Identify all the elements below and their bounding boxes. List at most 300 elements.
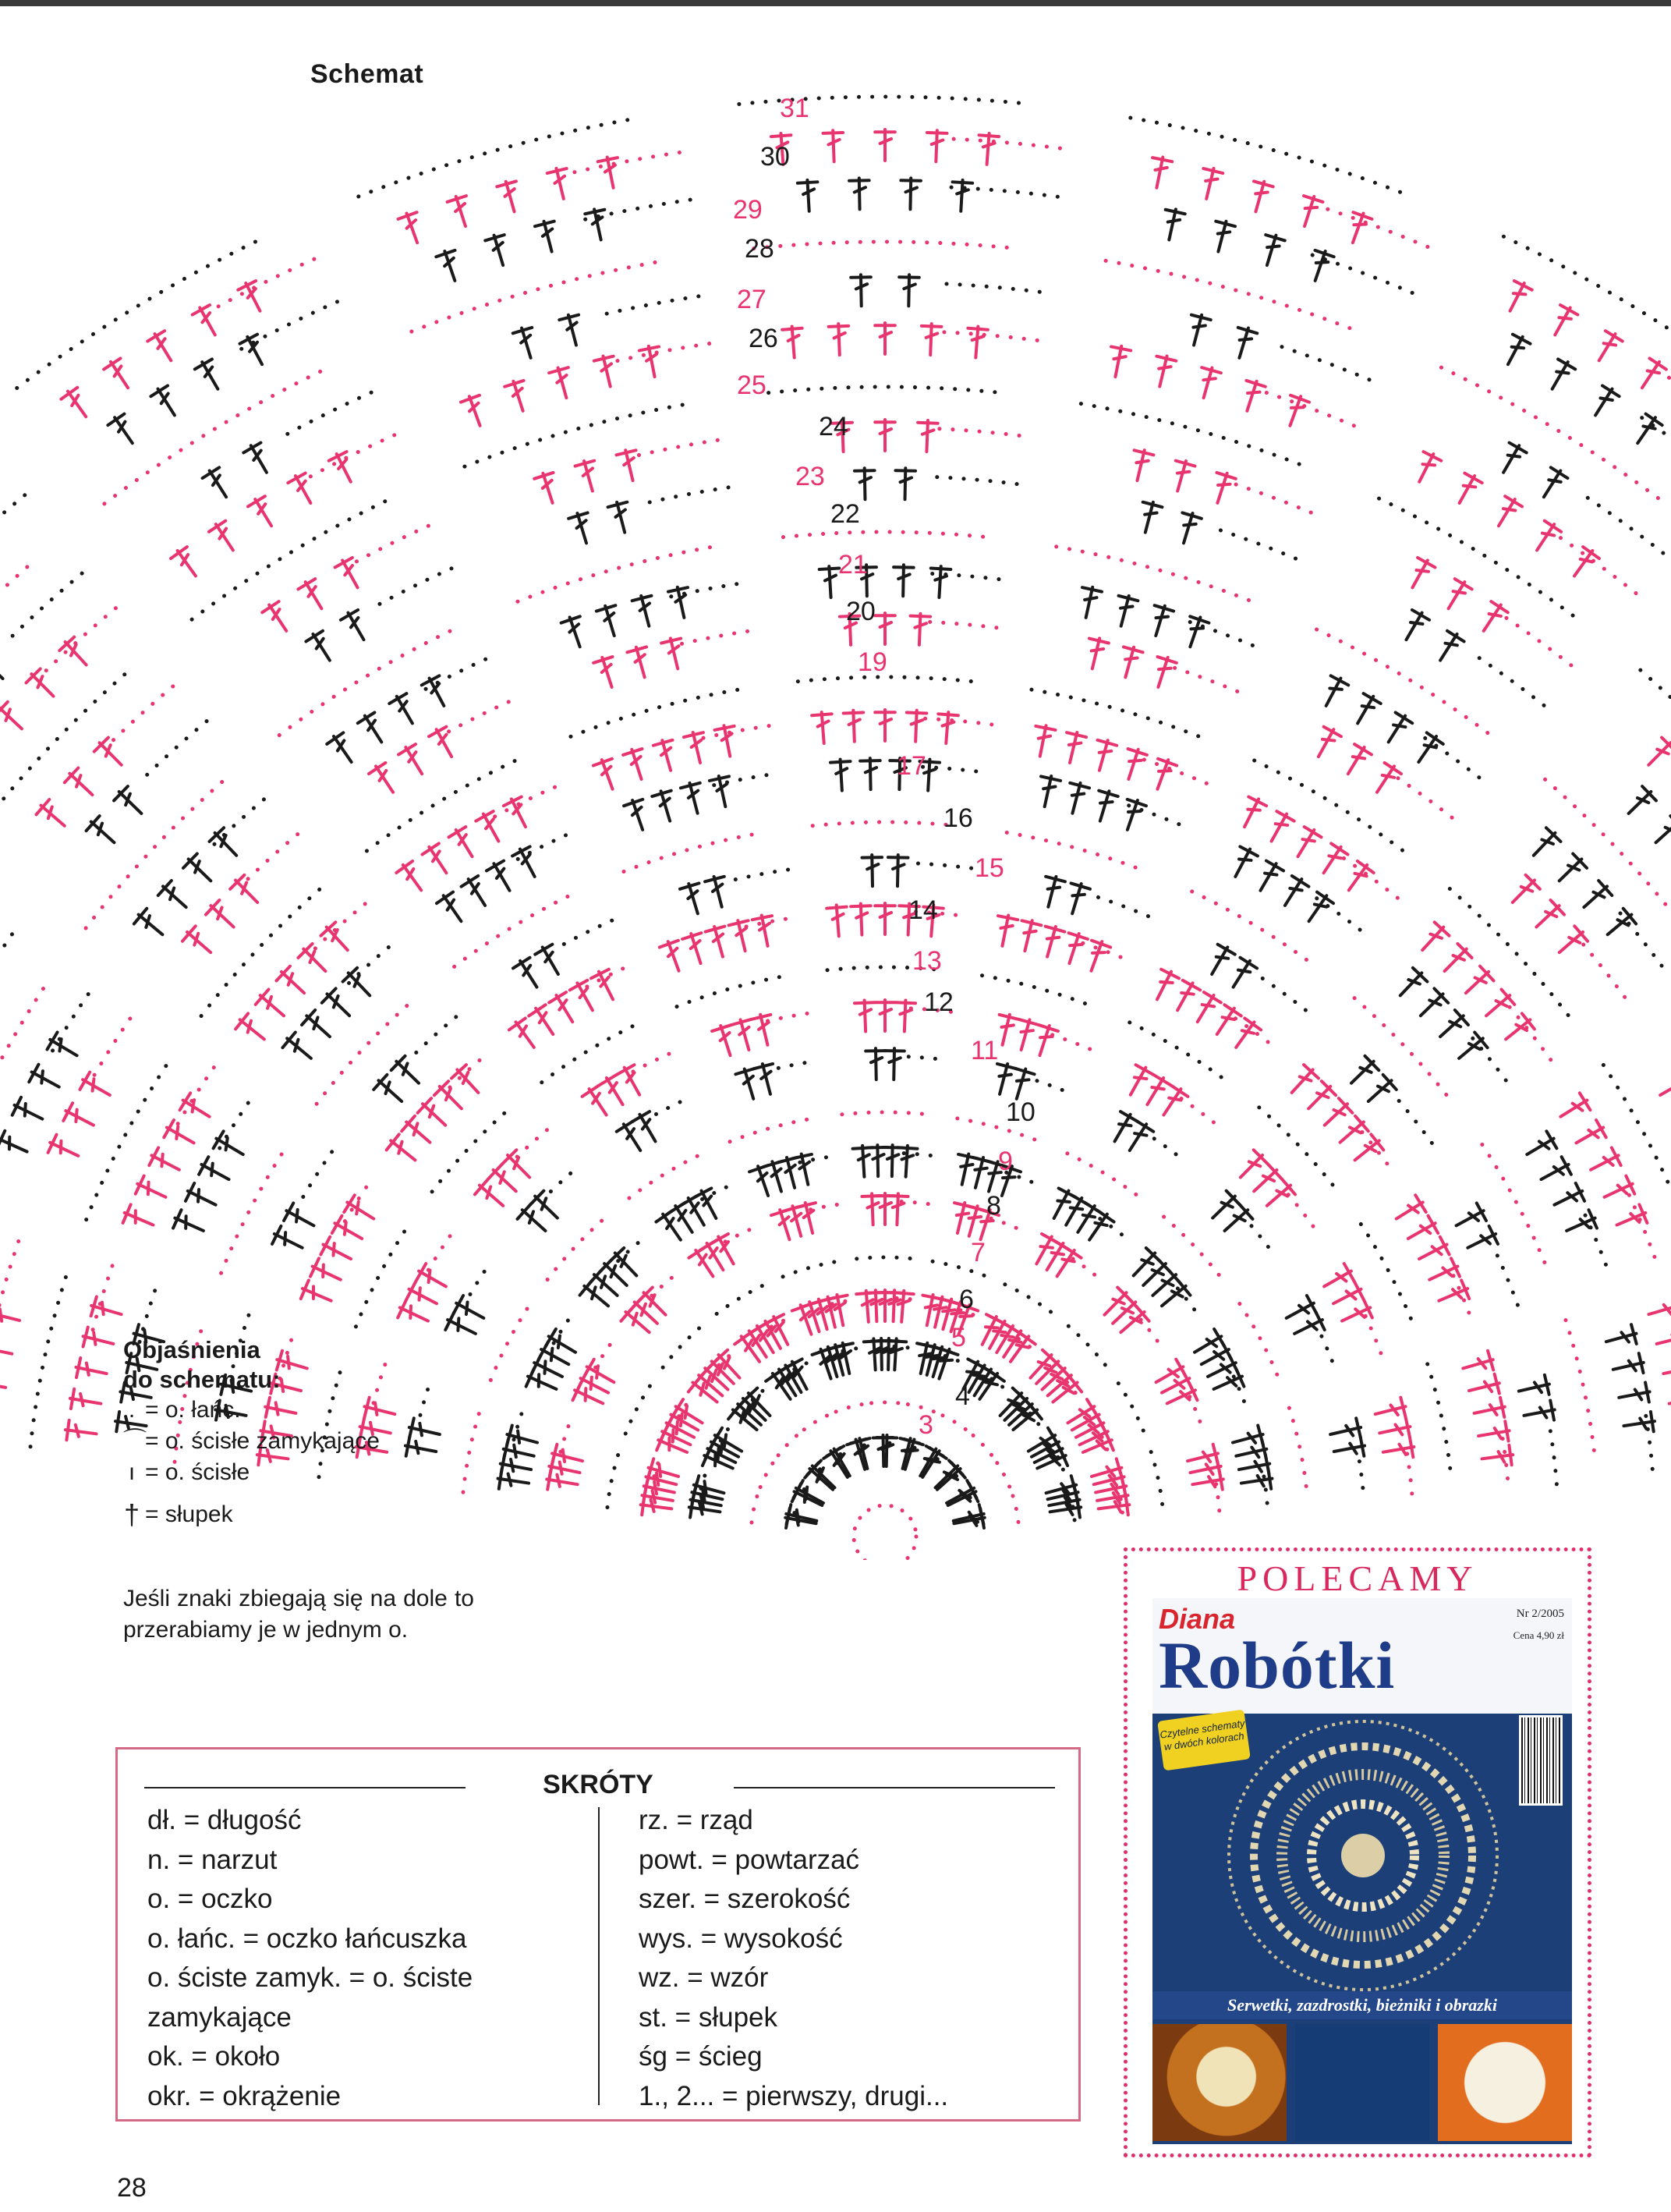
double-crochet-stitch	[1225, 955, 1259, 992]
double-crochet-stitch	[1119, 746, 1148, 782]
chain-arc	[1545, 779, 1671, 928]
chain-arc	[1251, 1226, 1276, 1257]
double-crochet-stitch	[193, 357, 226, 394]
double-crochet-symbol-icon: †	[123, 1498, 140, 1530]
abbreviations-box	[115, 1747, 1081, 2122]
double-crochet-stitch	[1522, 1130, 1559, 1163]
chain-arc	[1503, 236, 1671, 388]
double-crochet-stitch	[875, 903, 895, 934]
double-crochet-stitch	[1060, 931, 1089, 966]
double-crochet-stitch	[61, 1102, 97, 1134]
magazine-ad	[1124, 1547, 1591, 2157]
row-number-23: 23	[795, 462, 825, 491]
double-crochet-stitch	[1571, 1118, 1608, 1151]
double-crochet-stitch	[659, 938, 689, 974]
legend	[123, 1335, 482, 1530]
double-crochet-stitch	[1251, 859, 1284, 895]
chain-arc	[944, 332, 1043, 341]
chain-arc	[1344, 858, 1397, 898]
row-number-22: 22	[830, 499, 860, 529]
chain-arc	[551, 1165, 580, 1192]
chain-arc	[564, 920, 613, 944]
thumbnail-photo	[1152, 2024, 1287, 2141]
double-crochet-stitch	[512, 845, 543, 881]
double-crochet-stitch	[512, 325, 540, 361]
chain-arc	[1379, 498, 1578, 619]
double-crochet-stitch	[1310, 725, 1343, 761]
double-crochet-stitch	[576, 1370, 613, 1402]
double-crochet-stitch	[942, 1480, 979, 1512]
double-crochet-stitch	[568, 510, 596, 546]
double-crochet-stitch	[27, 1063, 63, 1096]
chain-arc	[356, 522, 438, 562]
chain-arc	[220, 1095, 254, 1148]
chain-arc	[725, 1229, 750, 1241]
double-crochet-stitch	[1007, 1066, 1035, 1102]
double-crochet-stitch	[58, 635, 94, 672]
chain-arc	[997, 1463, 1010, 1487]
double-crochet-stitch	[1149, 654, 1177, 690]
chain-arc	[1620, 913, 1669, 976]
chain-arc	[1081, 404, 1305, 467]
chain-arc	[1098, 897, 1149, 916]
double-crochet-stitch	[1332, 1436, 1366, 1462]
double-crochet-stitch	[849, 178, 869, 209]
double-crochet-stitch	[60, 385, 94, 422]
double-crochet-stitch	[460, 393, 490, 429]
double-crochet-stitch	[372, 1073, 409, 1109]
chain-arc	[221, 1144, 289, 1273]
double-crochet-stitch	[1168, 459, 1195, 494]
double-crochet-stitch	[667, 585, 694, 620]
double-crochet-stitch	[1015, 918, 1042, 953]
double-crochet-stitch	[427, 725, 460, 761]
double-crochet-stitch	[1604, 1324, 1639, 1351]
double-crochet-stitch	[534, 219, 561, 254]
chain-arc	[596, 1345, 611, 1368]
double-crochet-stitch	[705, 924, 732, 959]
chain-arc	[1566, 1320, 1595, 1462]
double-crochet-stitch	[1495, 441, 1528, 477]
double-crochet-stitch	[752, 1062, 780, 1097]
double-crochet-stitch	[69, 1388, 103, 1413]
double-crochet-stitch	[1194, 365, 1221, 400]
chain-symbol-icon: .	[128, 1397, 136, 1423]
row-number-14: 14	[908, 895, 938, 925]
centre-chain-ring	[854, 1505, 916, 1568]
double-crochet-stitch	[1150, 354, 1177, 389]
row-number-4: 4	[955, 1381, 970, 1411]
double-crochet-stitch	[926, 130, 947, 162]
double-crochet-stitch	[45, 1031, 82, 1064]
double-crochet-stitch	[875, 710, 895, 741]
double-crochet-stitch	[484, 232, 512, 268]
double-crochet-stitch	[1209, 1003, 1242, 1040]
double-crochet-stitch	[1464, 1225, 1500, 1257]
double-crochet-stitch	[384, 1133, 421, 1168]
double-crochet-stitch	[1181, 614, 1209, 650]
chain-arc	[1506, 618, 1580, 672]
chain-arc	[470, 1261, 491, 1294]
double-crochet-stitch	[1467, 1374, 1502, 1401]
double-crochet-stitch	[860, 758, 880, 789]
chain-arc	[857, 1257, 914, 1259]
double-crochet-stitch	[1668, 1388, 1671, 1413]
double-crochet-stitch	[416, 1097, 452, 1133]
chain-arc	[754, 242, 1017, 249]
double-crochet-stitch	[1349, 691, 1382, 728]
double-crochet-stitch	[875, 420, 895, 451]
diagram-heading: Schemat	[310, 59, 424, 89]
double-crochet-stitch	[830, 759, 852, 791]
chain-arc	[1255, 760, 1404, 851]
double-crochet-stitch	[887, 1193, 908, 1225]
row-number-8: 8	[986, 1191, 1001, 1221]
double-crochet-stitch	[201, 466, 235, 502]
chain-arc	[0, 929, 16, 1002]
double-crochet-stitch	[619, 1304, 656, 1340]
chain-arc	[918, 863, 972, 868]
issue-number: Nr 2/2005	[1516, 1608, 1564, 1620]
double-crochet-stitch	[1240, 1469, 1273, 1493]
double-crochet-stitch	[653, 738, 680, 773]
double-crochet-stitch	[325, 731, 359, 767]
double-crochet-stitch	[1082, 938, 1111, 974]
double-crochet-stitch	[1613, 1203, 1650, 1234]
double-crochet-stitch	[709, 774, 735, 809]
double-crochet-stitch	[1522, 1400, 1556, 1426]
double-crochet-stitch	[875, 613, 895, 644]
double-crochet-stitch	[1148, 757, 1177, 792]
legend-item-slip	[123, 1426, 482, 1457]
double-crochet-stitch	[504, 1425, 540, 1452]
double-crochet-stitch	[527, 1003, 561, 1040]
double-crochet-stitch	[855, 1000, 876, 1032]
chain-arc	[1240, 1304, 1280, 1381]
double-crochet-stitch	[508, 1016, 542, 1053]
row-number-30: 30	[760, 142, 790, 172]
chain-arc	[1130, 1023, 1228, 1083]
chain-arc	[1236, 484, 1321, 516]
abbr-entry: okr. = okrążenie	[147, 2080, 342, 2111]
chain-arc	[982, 976, 1093, 1007]
double-crochet-stitch	[420, 674, 452, 711]
double-crochet-stitch	[1111, 594, 1138, 629]
chain-arc	[366, 760, 515, 851]
chain-arc	[542, 1023, 640, 1083]
abbreviations-title: SKRÓTY	[543, 1770, 653, 1799]
double-crochet-stitch	[851, 903, 872, 935]
double-crochet-stitch	[1276, 874, 1310, 910]
double-crochet-stitch	[356, 711, 390, 747]
chain-arc	[714, 774, 777, 785]
chain-arc	[804, 1416, 827, 1430]
chain-arc	[1164, 1217, 1223, 1280]
chain-arc	[426, 654, 497, 689]
double-crochet-stitch	[898, 275, 919, 306]
chain-arc	[1560, 538, 1640, 597]
cover-masthead	[1152, 1598, 1572, 1714]
double-crochet-stitch	[1028, 1232, 1060, 1268]
chain-arc	[650, 487, 735, 502]
chain-arc	[730, 1118, 812, 1142]
double-crochet-stitch	[1552, 852, 1589, 888]
double-crochet-stitch	[1641, 736, 1671, 771]
row-number-9: 9	[998, 1147, 1013, 1176]
double-crochet-stitch	[1382, 1437, 1416, 1462]
chain-arc	[214, 792, 273, 844]
double-crochet-stitch	[895, 468, 915, 499]
double-crochet-stitch	[501, 1148, 536, 1184]
chain-arc	[1497, 1256, 1518, 1306]
double-crochet-stitch	[334, 555, 366, 592]
double-crochet-stitch	[107, 412, 141, 448]
chain-arc	[1216, 1484, 1220, 1512]
double-crochet-stitch	[112, 785, 149, 821]
double-crochet-stitch	[1536, 1156, 1573, 1189]
double-crochet-stitch	[727, 1402, 763, 1437]
double-crochet-stitch	[742, 1386, 777, 1423]
double-crochet-stitch	[752, 913, 777, 948]
double-crochet-stitch	[1344, 210, 1373, 246]
double-crochet-stitch	[341, 966, 377, 1003]
chain-arc	[973, 1435, 992, 1455]
double-crochet-stitch	[1328, 1418, 1363, 1445]
double-crochet-stitch	[1260, 1178, 1297, 1214]
double-crochet-stitch	[660, 636, 687, 671]
double-crochet-stitch	[287, 471, 320, 508]
double-crochet-stitch	[0, 650, 9, 686]
double-crochet-stitch	[1649, 814, 1671, 850]
chain-arc	[547, 1217, 606, 1280]
thumbnail-photo	[1295, 2024, 1429, 2141]
chain-arc	[1068, 1326, 1107, 1367]
double-crochet-stitch	[616, 448, 643, 483]
double-crochet-stitch	[887, 855, 908, 886]
row-numbers	[733, 94, 1036, 1440]
double-crochet-stitch	[868, 1145, 888, 1176]
double-crochet-stitch	[24, 667, 60, 703]
row-number-16: 16	[943, 803, 973, 833]
instruction-note: Jeśli znaki zbiegają się na dole to przerabiamy je w jednym o.	[123, 1586, 474, 1643]
double-crochet-stitch	[929, 565, 951, 597]
double-crochet-stitch	[823, 1445, 856, 1482]
double-crochet-stitch	[1587, 384, 1620, 420]
abbr-entry: rz. = rząd	[639, 1805, 753, 1835]
double-crochet-stitch	[901, 178, 921, 209]
magazine-cover-image	[1152, 1598, 1572, 2144]
double-crochet-stitch	[281, 1030, 317, 1065]
chain-arc	[1354, 998, 1453, 1104]
chain-arc	[1399, 1101, 1432, 1144]
chain-arc	[0, 1234, 21, 1306]
chain-arc	[1262, 978, 1307, 1011]
cover-badge: Czytelne schematy w dwóch kolorach	[1157, 1710, 1251, 1771]
chain-arc	[1013, 1496, 1018, 1523]
double-crochet-stitch	[1234, 1439, 1269, 1466]
chain-arc	[1235, 1019, 1276, 1049]
chain-arc	[1641, 670, 1671, 840]
double-crochet-stitch	[1611, 1352, 1646, 1379]
chain-arc	[1175, 668, 1245, 694]
double-crochet-stitch	[1319, 1262, 1356, 1295]
double-crochet-stitch	[1039, 1238, 1072, 1274]
chain-arc	[1037, 1081, 1074, 1095]
double-crochet-stitch	[196, 1156, 233, 1189]
chain-arc	[629, 1154, 703, 1198]
title-rule-right	[734, 1787, 1055, 1788]
abbr-entry: dł. = długość	[147, 1805, 302, 1835]
double-crochet-stitch	[873, 1435, 894, 1466]
double-crochet-stitch	[632, 594, 659, 629]
double-crochet-stitch	[1317, 674, 1349, 711]
chain-arc	[1181, 1098, 1216, 1124]
double-crochet-stitch	[993, 913, 1018, 948]
double-crochet-stitch	[281, 1202, 318, 1235]
double-crochet-stitch	[1082, 636, 1109, 671]
double-crochet-stitch	[1030, 1023, 1059, 1058]
chain-arc	[1585, 1215, 1609, 1274]
double-crochet-stitch	[300, 1009, 337, 1044]
chain-arc	[947, 284, 1049, 293]
abbr-entry: o. = oczko	[147, 1884, 273, 1914]
abbr-entry: o. ściste zamyk. = o. ściste	[147, 1962, 473, 1993]
abbr-key: śg =	[639, 2041, 699, 2072]
double-crochet-stitch	[585, 207, 611, 243]
double-crochet-stitch	[367, 760, 401, 797]
double-crochet-stitch	[1237, 1454, 1272, 1480]
double-crochet-stitch	[547, 166, 573, 201]
row-number-29: 29	[733, 195, 763, 225]
double-crochet-stitch	[534, 942, 567, 979]
brand-logo: Robótki	[1159, 1628, 1396, 1703]
chain-arc	[1220, 530, 1301, 562]
double-crochet-stitch	[875, 1000, 895, 1031]
double-crochet-stitch	[728, 918, 755, 953]
double-crochet-stitch	[582, 1358, 618, 1391]
double-crochet-stitch	[1011, 1017, 1039, 1052]
chain-arc	[769, 387, 1002, 393]
page-number: 28	[117, 2173, 147, 2203]
abbr-entry: wys. = wysokość	[639, 1923, 843, 1954]
double-crochet-stitch	[951, 179, 973, 211]
legend-text: = o. ścisłe	[145, 1459, 250, 1485]
double-crochet-stitch	[623, 797, 652, 833]
double-crochet-stitch	[593, 654, 621, 690]
chain-arc	[930, 622, 1005, 629]
double-crochet-stitch	[147, 328, 180, 365]
double-crochet-stitch	[875, 129, 895, 161]
double-crochet-stitch	[1477, 1421, 1511, 1446]
double-crochet-stitch	[571, 1381, 607, 1413]
double-crochet-stitch	[596, 603, 624, 639]
double-crochet-stitch	[1460, 1350, 1496, 1378]
double-crochet-stitch	[1459, 965, 1496, 1001]
row-number-31: 31	[780, 94, 809, 123]
double-crochet-stitch	[882, 1145, 902, 1176]
double-crochet-stitch	[1197, 166, 1223, 201]
double-crochet-stitch	[1440, 576, 1474, 613]
double-crochet-stitch	[1091, 789, 1119, 824]
chain-arc	[681, 630, 755, 643]
double-crochet-stitch	[395, 1299, 432, 1330]
chain-arc	[717, 1285, 765, 1314]
chain-arc	[455, 892, 579, 966]
double-crochet-stitch	[1203, 942, 1236, 979]
double-crochet-stitch	[305, 629, 338, 665]
column-divider	[598, 1807, 600, 2105]
double-crochet-stitch	[0, 1338, 14, 1363]
double-crochet-stitch	[1116, 644, 1143, 679]
chain-arc	[1192, 892, 1316, 966]
abbr-entry: szer. = szerokość	[639, 1884, 851, 1914]
double-crochet-stitch	[0, 700, 29, 736]
chain-arc	[752, 1496, 757, 1523]
row-number-28: 28	[745, 234, 774, 264]
chain-arc	[1073, 1259, 1095, 1275]
chain-arc	[901, 1202, 929, 1204]
row-number-7: 7	[971, 1238, 986, 1267]
chain-arc	[1479, 658, 1549, 710]
chain-arc	[412, 261, 664, 331]
thumbnail-photo	[1438, 2024, 1572, 2141]
abbr-entry: o. łańc. = oczko łańcuszka	[147, 1923, 467, 1954]
chain-arc	[1603, 1065, 1671, 1219]
double-crochet-stitch	[1404, 1214, 1440, 1247]
double-crochet-stitch	[683, 730, 710, 765]
double-crochet-stitch	[1646, 1296, 1671, 1324]
double-crochet-stitch	[435, 890, 469, 927]
abbr-entry: 1., 2... = pierwszy, drugi...	[639, 2080, 949, 2111]
chain-arc	[1398, 778, 1458, 823]
chain-arc	[1118, 1384, 1144, 1434]
chain-arc	[518, 831, 575, 860]
double-crochet-stitch	[1475, 599, 1509, 636]
double-crochet-stitch	[473, 1178, 510, 1214]
chain-arc	[1425, 738, 1489, 785]
double-crochet-stitch	[1567, 545, 1601, 582]
chain-arc	[1629, 1195, 1655, 1257]
double-crochet-stitch	[990, 1062, 1018, 1097]
double-crochet-stitch	[844, 710, 865, 742]
double-crochet-stitch	[1227, 845, 1259, 881]
row-number-21: 21	[838, 550, 868, 580]
double-crochet-stitch	[1049, 1245, 1082, 1281]
double-crochet-stitch	[1450, 471, 1483, 508]
chain-arc	[17, 236, 267, 388]
double-crochet-stitch	[485, 859, 518, 895]
double-crochet-stitch	[1622, 785, 1659, 821]
double-crochet-stitch	[397, 742, 430, 778]
double-crochet-stitch	[598, 1072, 632, 1109]
double-crochet-stitch	[1301, 1079, 1337, 1115]
chain-arc	[1106, 261, 1358, 331]
double-crochet-stitch	[548, 365, 575, 400]
chain-arc	[114, 679, 182, 740]
double-crochet-stitch	[559, 313, 586, 348]
double-crochet-stitch	[421, 842, 455, 878]
chain-arc	[1407, 1454, 1412, 1497]
chain-arc	[192, 498, 391, 619]
double-crochet-stitch	[1577, 879, 1614, 915]
double-crochet-stitch	[1451, 1202, 1488, 1235]
double-crochet-stitch	[1506, 874, 1542, 909]
chain-arc	[1550, 1431, 1556, 1486]
brand-small: Diana	[1159, 1603, 1236, 1635]
double-crochet-stitch	[1425, 1257, 1462, 1289]
double-crochet-stitch	[1045, 1186, 1077, 1223]
abbr-value: ścieg	[698, 2041, 763, 2072]
